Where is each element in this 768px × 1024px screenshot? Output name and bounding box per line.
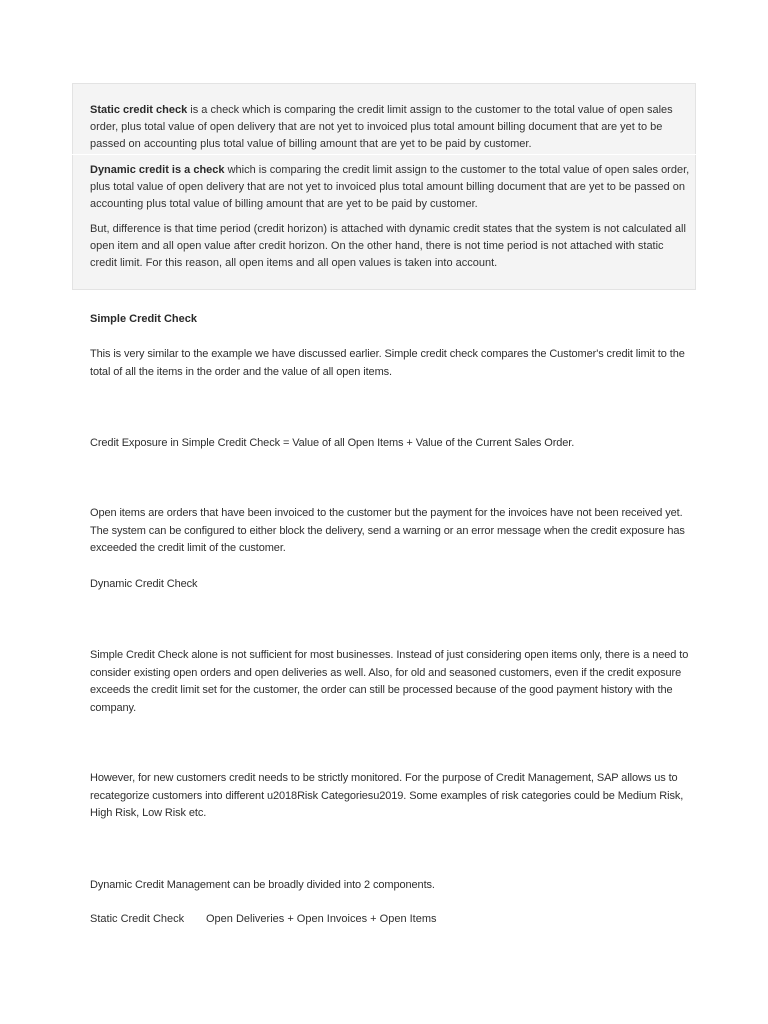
simple-not-sufficient-paragraph: Simple Credit Check alone is not sufficient for most businesses. Instead of just considering open items only, there is a need to consider existing open orders and open deliveries as well. Also, for old and seasoned customers, even if the credit exposure exceeds the credit limit set for the customer, the order can still be processed because of the good payment history with the company. — [90, 649, 689, 714]
simple-credit-heading: Simple Credit Check — [90, 313, 197, 325]
difference-note: But, difference is that time period (credit horizon) is attached with dynamic credit states that the system is not calculated all open item and all open value after credit horizon. On the other hand, there is not time period is not attached with static credit limit. For this reason, all open items and all open values is taken into account. — [90, 223, 686, 269]
exposure-formula: Credit Exposure in Simple Credit Check = Value of all Open Items + Value of the Current Sales Order. — [90, 437, 575, 449]
static-credit-term: Static credit check — [90, 104, 188, 116]
new-customers-paragraph: However, for new customers credit needs to be strictly monitored. For the purpose of Credit Management, SAP allows us to recategorize customers into different u2018Risk Categoriesu2019. Some examples of risk categories could be Medium Risk, High Risk, Low Risk etc. — [90, 772, 684, 819]
components-intro: Dynamic Credit Management can be broadly divided into 2 components. — [90, 879, 435, 891]
open-items-paragraph: Open items are orders that have been invoiced to the customer but the payment for the invoices have not been received yet. The system can be configured to either block the delivery, send a warning or an error message when the credit exposure has exceeded the credit limit of the customer. — [90, 507, 685, 554]
static-credit-text: is a check which is comparing the credit limit assign to the customer to the total value of open sales order, plus total value of open delivery that are not yet to invoiced plus total amount billing document that are yet to be passed on accounting plus total value of billing amount that are yet to be paid by customer. — [90, 104, 673, 150]
static-credit-definition — [90, 102, 690, 152]
dynamic-credit-term: Dynamic credit is a check — [90, 164, 225, 176]
dynamic-credit-text: which is comparing the credit limit assign to the customer to the total value of open sales order, plus total value of open delivery that are not yet to invoiced plus total amount billing document that are yet to be passed on accounting plus total value of billing amount that are yet to be paid by customer. — [90, 164, 690, 210]
dynamic-credit-definition — [90, 162, 690, 212]
components-value: Open Deliveries + Open Invoices + Open Items — [206, 913, 437, 925]
components-label: Static Credit Check — [90, 913, 185, 925]
note-divider — [72, 154, 696, 155]
dynamic-credit-heading: Dynamic Credit Check — [90, 578, 198, 590]
simple-credit-intro: This is very similar to the example we have discussed earlier. Simple credit check compares the Customer's credit limit to the total of all the items in the order and the value of all open items. — [90, 348, 685, 378]
